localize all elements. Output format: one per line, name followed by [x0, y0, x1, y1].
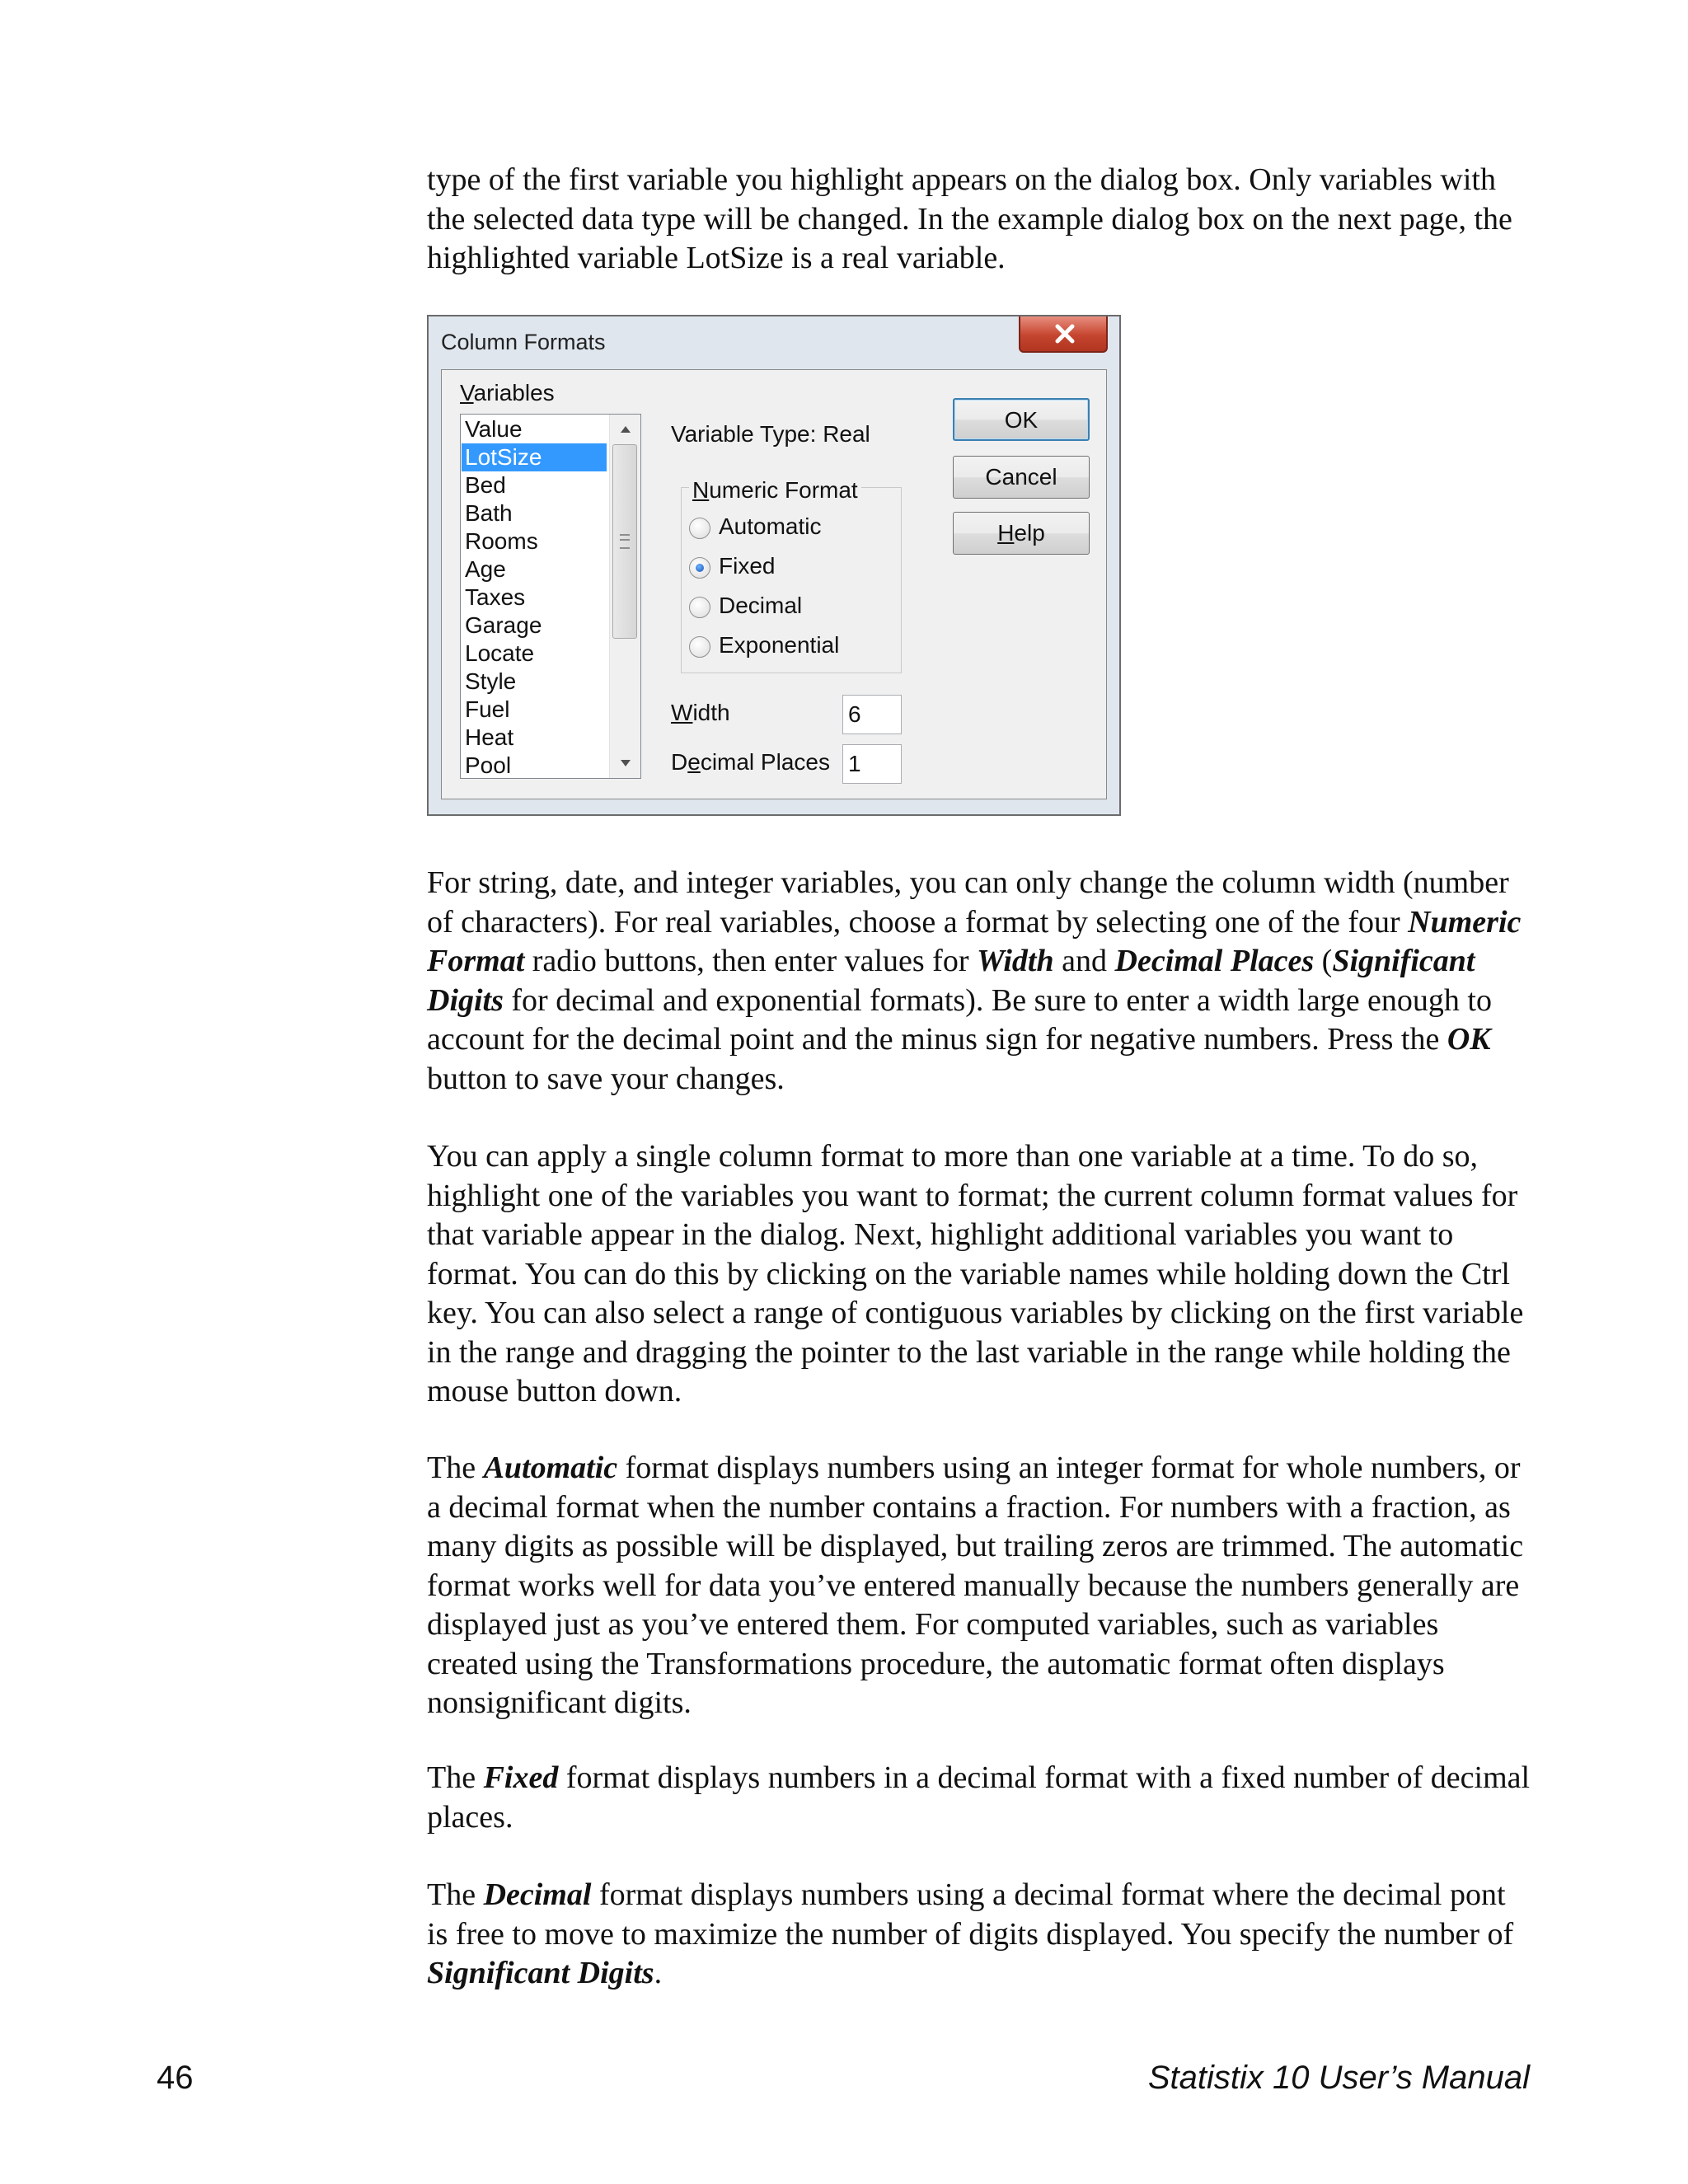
paragraph-string-width: For string, date, and integer variables, you can only change the column width (number of characters). For real variables, choose a format by selecting one of the four Numeric Format radio buttons, then enter values for Width and Decimal Places (Significant Digits for decimal and exponential formats). Be sure to enter a width large enough to account for the decimal point and the minus sign for negative numbers. Press the OK button to save your changes. — [427, 865, 1522, 1096]
variables-listbox[interactable] — [460, 414, 641, 779]
paragraph-automatic-format: The Automatic format displays numbers using an integer format for whole numbers, or a decimal format when the number contains a fraction. For numbers with a fraction, as many digits as possible will be displayed, but trailing zeros are trimmed. The automatic format works well for data you’ve entered manually because the numbers generally are displayed just as you’ve entered them. For computed variables, such as variables created using the Transformations procedure, the automatic format often displays nonsignificant digits. — [427, 1451, 1524, 1720]
intro-paragraph: type of the first variable you highlight appears on the dialog box. Only variables with the selected data type will be changed. In the example dialog box on the next page, the highlighted variable LotSize is a real variable. — [427, 162, 1512, 275]
dialog-titlebar[interactable] — [429, 316, 1119, 358]
radio-circle-icon — [689, 636, 710, 658]
radio-selected-icon — [689, 557, 710, 579]
variable-list-item[interactable]: LotSize — [462, 443, 607, 471]
variable-list-item[interactable]: Style — [465, 668, 517, 694]
radio-circle-icon — [689, 597, 710, 618]
manual-title: Statistix 10 User’s Manual — [1147, 2060, 1530, 2096]
variable-list-item[interactable]: Taxes — [465, 584, 526, 610]
variable-type-label: Variable Type: Real — [671, 421, 870, 447]
help-button[interactable]: Help — [953, 512, 1090, 555]
decimal-places-field[interactable]: 1 — [842, 744, 902, 784]
paragraph-fixed-format: The Fixed format displays numbers in a decimal format with a fixed number of decimal places. — [427, 1760, 1531, 1835]
close-x-icon — [1053, 321, 1077, 346]
dialog-title: Column Formats — [441, 330, 606, 354]
radio-circle-icon — [689, 518, 710, 539]
variables-scrollbar[interactable] — [609, 415, 640, 778]
column-formats-dialog — [427, 315, 1121, 816]
radio-label: Fixed — [719, 553, 776, 579]
paragraph-multiple-variables: You can apply a single column format to more than one variable at a time. To do so, highlight one of the variables you want to format; the current column format values for that variable appear in the dialog. Next, highlight additional variables you want to format. You can do this by clicking on the variable names while holding down the Ctrl key. You can also select a range of contiguous variables by clicking on the first variable in the range and dragging the pointer to the last variable in the range while holding the mouse button down. — [427, 1139, 1524, 1408]
width-field[interactable]: 6 — [842, 695, 902, 734]
page-number: 46 — [157, 2060, 194, 2096]
numeric-format-label: Numeric Format — [689, 477, 861, 504]
radio-label: Automatic — [719, 513, 822, 539]
scroll-down-arrow-icon[interactable] — [621, 760, 631, 766]
ok-button[interactable]: OK — [953, 398, 1090, 441]
scroll-grip-icon — [620, 534, 630, 549]
dialog-client-area — [441, 369, 1107, 799]
radio-label: Exponential — [719, 632, 840, 658]
variable-list-item[interactable]: Heat — [465, 724, 514, 750]
variable-list-item[interactable]: Age — [465, 556, 506, 582]
radio-dot-icon — [696, 564, 704, 572]
variable-list-item[interactable]: Bed — [465, 472, 506, 498]
variables-label: Variables — [460, 380, 555, 405]
variable-list-item[interactable]: Garage — [465, 612, 542, 638]
cancel-button[interactable]: Cancel — [953, 456, 1090, 499]
width-label: Width — [671, 700, 730, 725]
variable-list-item[interactable]: Pool — [465, 752, 512, 778]
variable-list-item[interactable]: Bath — [465, 500, 513, 526]
variable-list-item[interactable]: Value — [465, 416, 523, 442]
decimal-places-label: Decimal Places — [671, 749, 830, 775]
radio-label: Decimal — [719, 593, 803, 618]
variable-list-item[interactable]: Fuel — [465, 696, 510, 722]
variable-list-item[interactable]: Rooms — [465, 528, 538, 554]
scroll-thumb[interactable] — [612, 444, 637, 639]
paragraph-decimal-format: The Decimal format displays numbers using a decimal format where the decimal pont is free to move to maximize the number of digits displayed. You specify the number of Significant Digits. — [427, 1877, 1514, 1990]
close-button[interactable] — [1019, 316, 1108, 353]
variables-list — [462, 415, 607, 780]
scroll-up-arrow-icon[interactable] — [621, 426, 631, 433]
variable-list-item[interactable]: Locate — [465, 640, 535, 666]
